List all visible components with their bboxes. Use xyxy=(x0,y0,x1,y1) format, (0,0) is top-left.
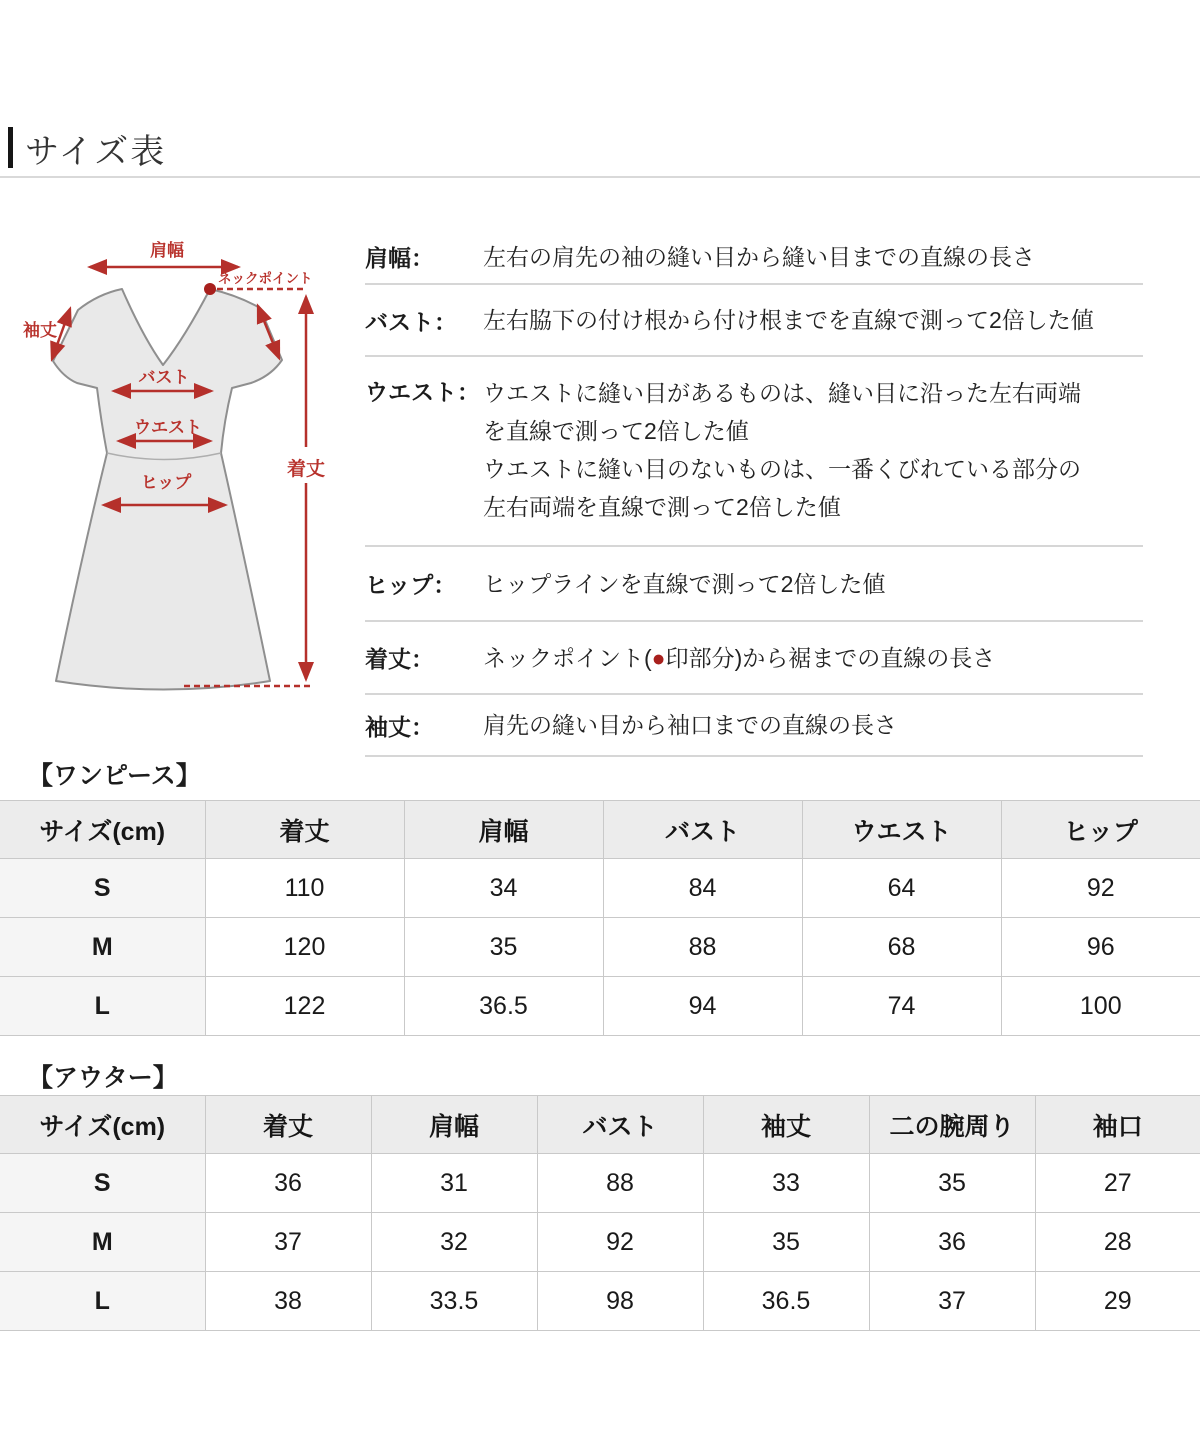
value-cell: 96 xyxy=(1001,918,1200,977)
definition-term: ウエスト： xyxy=(365,379,480,405)
definition-text xyxy=(483,642,1143,674)
header-cell-bust: バスト xyxy=(537,1096,703,1154)
header-cell-shoulder: 肩幅 xyxy=(404,801,603,859)
value-cell: 33.5 xyxy=(371,1272,537,1331)
definition-term: 着丈： xyxy=(365,646,434,672)
table-row-l xyxy=(0,977,1200,1036)
definition-text-line: ウエストに縫い目があるものは、縫い目に沿った左右両端 xyxy=(483,380,1081,406)
value-cell: 32 xyxy=(371,1213,537,1272)
header-cell-sleeve: 袖丈 xyxy=(703,1096,869,1154)
garment-length-label: 着丈 xyxy=(286,459,326,480)
definition-text: ヒップラインを直線で測って2倍した値 xyxy=(483,570,886,597)
definition-text-pre: ネックポイント( xyxy=(483,644,652,671)
outer-size-table xyxy=(0,1095,1200,1331)
header-cell-shoulder: 肩幅 xyxy=(371,1096,537,1154)
definition-text: 左右脇下の付け根から付け根までを直線で測って2倍した値 xyxy=(483,307,1094,333)
definition-text-line: 左右両端を直線で測って2倍した値 xyxy=(483,494,841,520)
header-cell-size: サイズ(cm) xyxy=(0,801,205,859)
size-cell: S xyxy=(0,1154,205,1213)
header-cell-size: サイズ(cm) xyxy=(0,1096,205,1154)
size-cell: L xyxy=(0,977,205,1036)
definition-row-shoulder xyxy=(365,230,1143,285)
definition-text-line: ウエストに縫い目のないものは、一番くびれている部分の xyxy=(483,456,1081,482)
value-cell: 84 xyxy=(603,859,802,918)
value-cell: 122 xyxy=(205,977,404,1036)
header-cell-hip: ヒップ xyxy=(1001,801,1200,859)
title-divider xyxy=(0,176,1200,178)
section-label-outer: 【アウター】 xyxy=(28,1064,178,1092)
sleeve-length-label: 袖丈 xyxy=(23,321,57,340)
definition-text-post: 印部分)から裾までの直線の長さ xyxy=(665,644,996,671)
table-row-m xyxy=(0,1213,1200,1272)
neck-point-dot-glyph: ● xyxy=(651,644,666,671)
title-accent-bar xyxy=(8,127,13,168)
value-cell: 110 xyxy=(205,859,404,918)
value-cell: 38 xyxy=(205,1272,371,1331)
definition-term: バスト： xyxy=(365,308,457,335)
value-cell: 33 xyxy=(703,1154,869,1213)
value-cell: 94 xyxy=(603,977,802,1036)
table-row-s xyxy=(0,1154,1200,1213)
definition-text: 左右の肩先の袖の縫い目から縫い目までの直線の長さ xyxy=(483,243,1035,270)
value-cell: 36 xyxy=(869,1213,1035,1272)
header-cell-length: 着丈 xyxy=(205,1096,371,1154)
header-cell-length: 着丈 xyxy=(205,801,404,859)
section-label-onepiece: 【ワンピース】 xyxy=(28,762,201,790)
definition-row-length xyxy=(365,622,1143,695)
table-header-row xyxy=(0,1096,1200,1154)
definition-row-waist xyxy=(365,357,1143,547)
definition-term: ヒップ： xyxy=(365,572,457,598)
size-cell: L xyxy=(0,1272,205,1331)
value-cell: 88 xyxy=(537,1154,703,1213)
value-cell: 29 xyxy=(1035,1272,1200,1331)
shoulder-width-label: 肩幅 xyxy=(150,241,184,260)
measurement-definition-list xyxy=(365,230,1143,757)
value-cell: 34 xyxy=(404,859,603,918)
neck-point-label: ネックポイント xyxy=(218,271,313,286)
value-cell: 28 xyxy=(1035,1213,1200,1272)
value-cell: 36 xyxy=(205,1154,371,1213)
size-cell: M xyxy=(0,1213,205,1272)
size-cell: M xyxy=(0,918,205,977)
value-cell: 37 xyxy=(869,1272,1035,1331)
definition-row-sleeve xyxy=(365,695,1143,757)
value-cell: 31 xyxy=(371,1154,537,1213)
onepiece-size-table xyxy=(0,800,1200,1036)
definition-row-hip xyxy=(365,547,1143,622)
definition-term: 肩幅： xyxy=(365,245,434,271)
value-cell: 92 xyxy=(537,1213,703,1272)
waist-label: ウエスト xyxy=(134,418,202,437)
value-cell: 120 xyxy=(205,918,404,977)
table-row-m xyxy=(0,918,1200,977)
value-cell: 35 xyxy=(703,1213,869,1272)
definition-text xyxy=(483,374,1143,526)
value-cell: 64 xyxy=(802,859,1001,918)
value-cell: 35 xyxy=(869,1154,1035,1213)
value-cell: 36.5 xyxy=(404,977,603,1036)
header-cell-upper-arm: 二の腕周り xyxy=(869,1096,1035,1154)
value-cell: 100 xyxy=(1001,977,1200,1036)
value-cell: 98 xyxy=(537,1272,703,1331)
neck-point-dot xyxy=(204,283,216,295)
header-cell-bust: バスト xyxy=(603,801,802,859)
header-cell-waist: ウエスト xyxy=(802,801,1001,859)
dress-measurement-diagram xyxy=(0,225,340,705)
page-title: サイズ表 xyxy=(25,133,167,171)
value-cell: 92 xyxy=(1001,859,1200,918)
hip-label: ヒップ xyxy=(140,473,192,492)
bust-label: バスト xyxy=(138,368,190,387)
table-row-s xyxy=(0,859,1200,918)
value-cell: 68 xyxy=(802,918,1001,977)
value-cell: 35 xyxy=(404,918,603,977)
table-row-l xyxy=(0,1272,1200,1331)
definition-text-line: を直線で測って2倍した値 xyxy=(483,418,749,444)
value-cell: 74 xyxy=(802,977,1001,1036)
header-cell-cuff: 袖口 xyxy=(1035,1096,1200,1154)
value-cell: 27 xyxy=(1035,1154,1200,1213)
value-cell: 37 xyxy=(205,1213,371,1272)
size-cell: S xyxy=(0,859,205,918)
definition-row-bust xyxy=(365,285,1143,357)
value-cell: 88 xyxy=(603,918,802,977)
definition-text: 肩先の縫い目から袖口までの直線の長さ xyxy=(483,712,897,738)
value-cell: 36.5 xyxy=(703,1272,869,1331)
table-header-row xyxy=(0,801,1200,859)
definition-term: 袖丈： xyxy=(365,713,434,740)
